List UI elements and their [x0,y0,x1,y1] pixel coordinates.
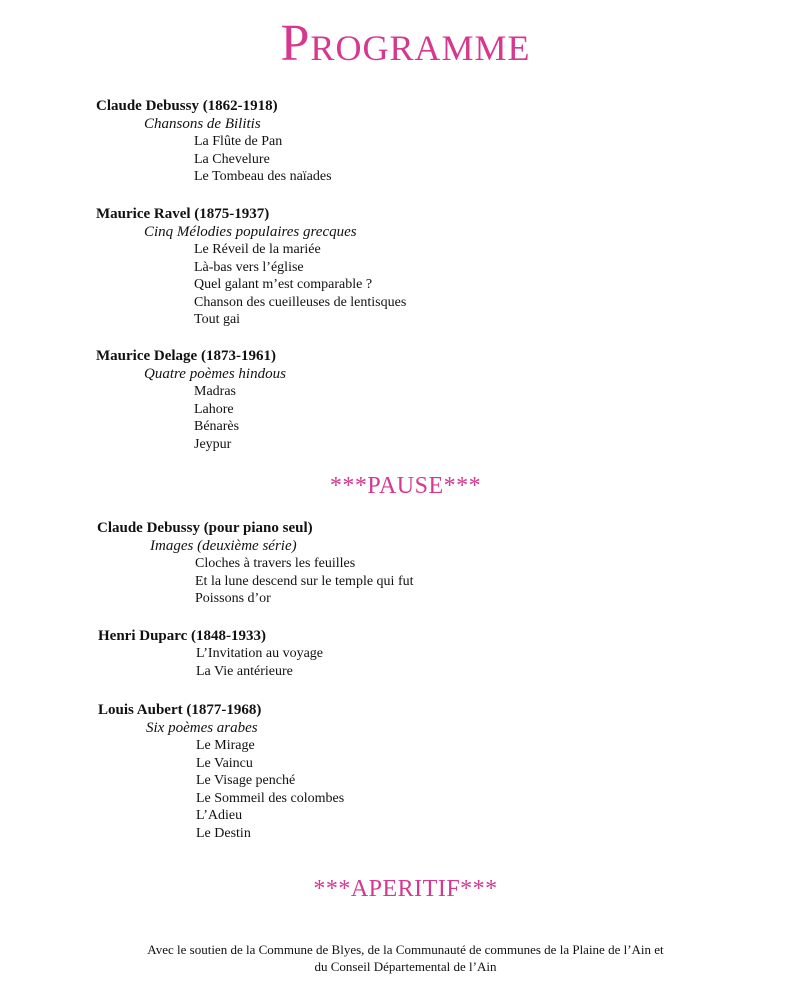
program-section [96,347,286,453]
piece-title: Bénarès [194,419,240,435]
piece-title: Le Destin [196,825,251,841]
footer-line: Avec le soutien de la Commune de Blyes, de la Communauté de communes de la Plaine de l’Ain et [147,942,664,957]
program-section [98,627,323,680]
piece-title: Le Sommeil des colombes [196,790,345,806]
program-section [96,97,332,186]
composer-name: Maurice Delage (1873-1961) [96,348,276,364]
footer-line: du Conseil Départemental de l’Ain [314,959,497,974]
piece-title: L’Adieu [196,808,243,824]
piece-title: Tout gai [194,312,241,328]
piece-title: Là-bas vers l’église [194,259,304,275]
program-section [97,519,414,608]
piece-title: Madras [194,384,236,399]
piece-title: La Flûte de Pan [194,134,283,149]
composer-name: Louis Aubert (1877-1968) [98,702,262,718]
piece-title: La Chevelure [194,151,270,167]
work-title: Quatre poèmes hindous [144,366,286,382]
work-title: Images (deuxième série) [150,538,297,554]
work-title: Six poèmes arabes [146,720,258,736]
composer-name: Henri Duparc (1848-1933) [98,628,267,644]
piece-title: Quel galant m’est comparable ? [194,277,373,293]
page-title: Programme [280,15,531,72]
piece-title: Cloches à travers les feuilles [195,556,356,571]
piece-title: Le Tombeau des naïades [194,169,332,185]
pause-heading: ***PAUSE*** [329,473,482,499]
piece-title: Le Réveil de la mariée [194,242,321,257]
piece-title: Et la lune descend sur le temple qui fut [195,573,414,589]
composer-name: Claude Debussy (pour piano seul) [97,520,313,536]
piece-title: Poissons d’or [195,591,271,607]
composer-name: Maurice Ravel (1875-1937) [96,206,270,222]
program-section [96,205,406,329]
piece-title: Le Visage penché [196,773,296,789]
piece-title: Le Vaincu [196,755,253,771]
work-title: Chansons de Bilitis [144,116,261,132]
work-title: Cinq Mélodies populaires grecques [144,224,357,240]
piece-title: Le Mirage [196,738,255,753]
program-section [98,701,344,843]
piece-title: Jeypur [194,436,232,452]
piece-title: La Vie antérieure [196,663,293,679]
piece-title: L’Invitation au voyage [196,646,324,661]
aperitif-heading: ***APERITIF*** [313,876,498,902]
composer-name: Claude Debussy (1862-1918) [96,98,278,114]
sponsor-footer [0,941,811,975]
piece-title: Chanson des cueilleuses de lentisques [194,294,407,310]
piece-title: Lahore [194,401,234,417]
